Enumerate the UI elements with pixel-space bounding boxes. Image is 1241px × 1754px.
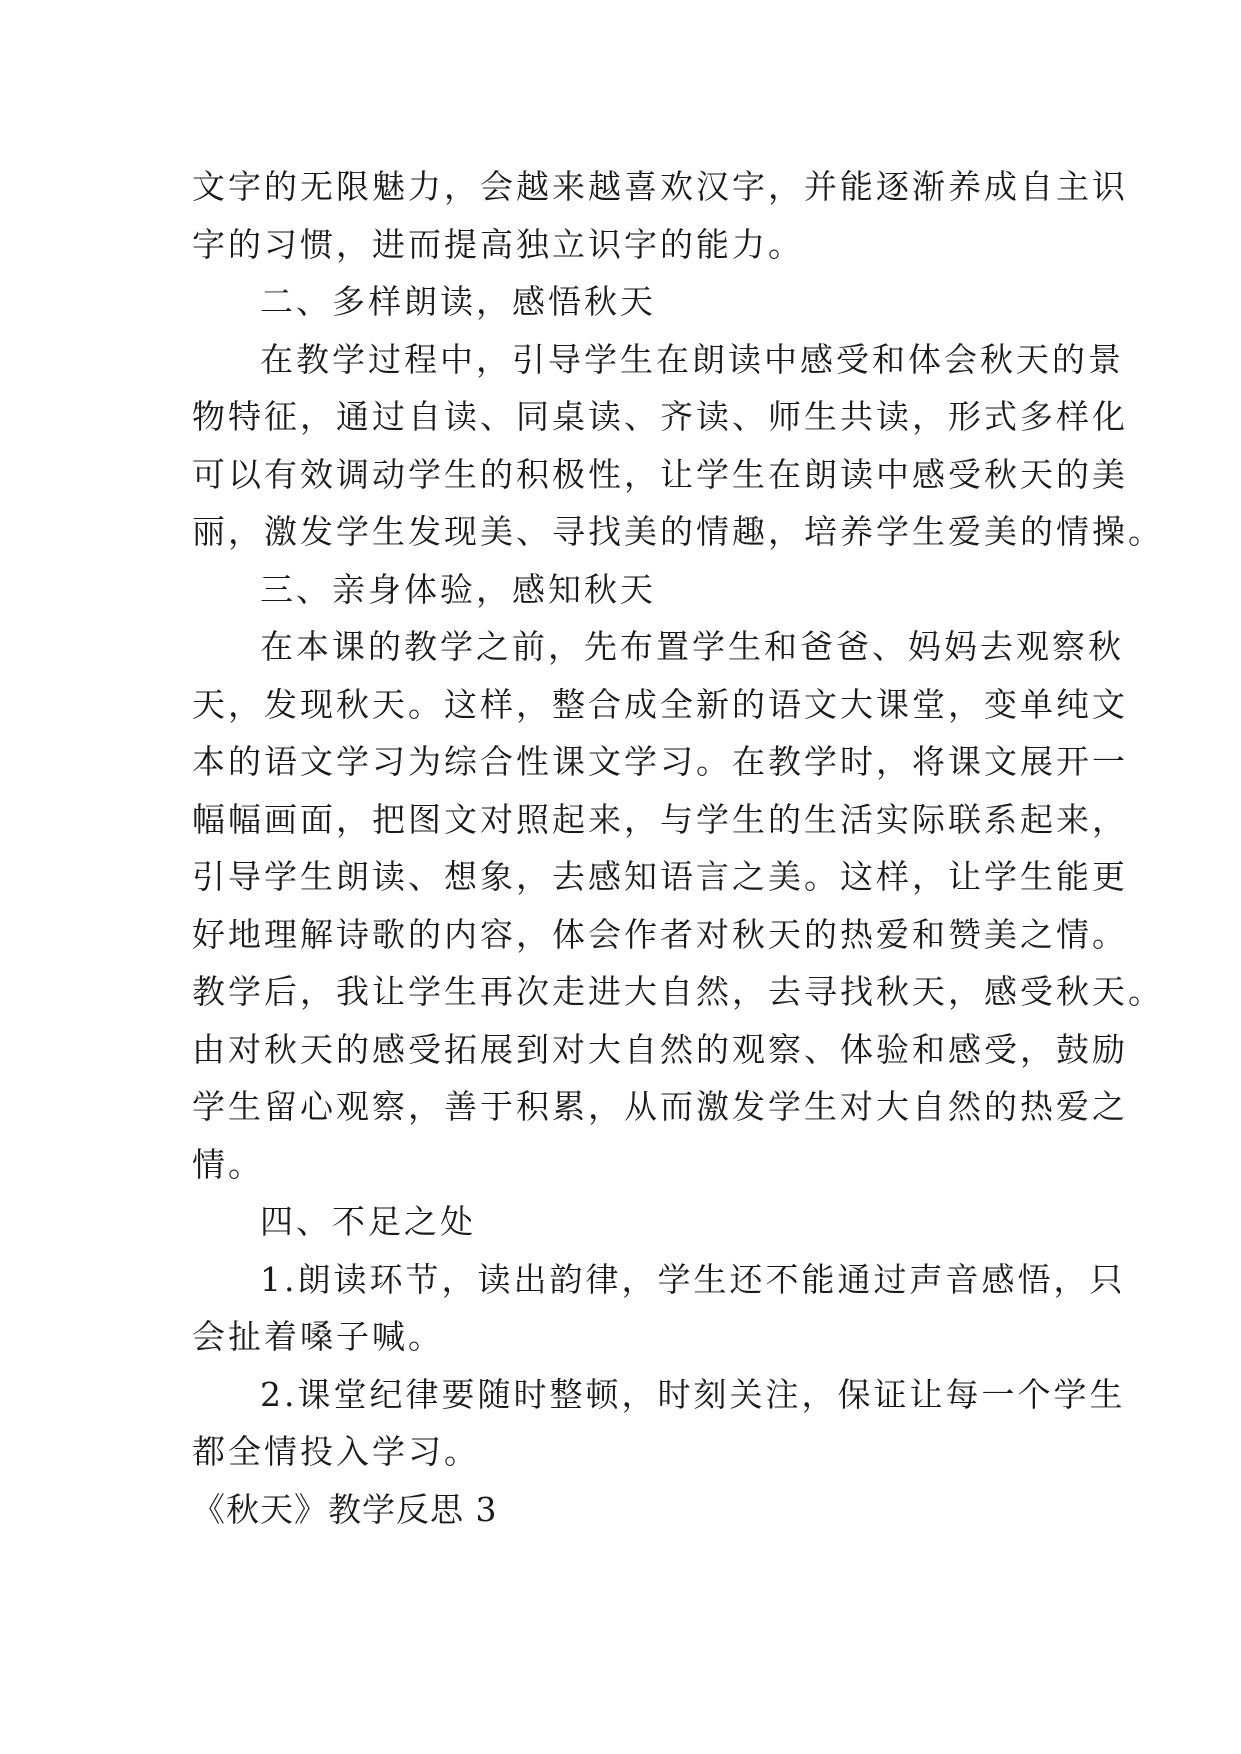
paragraph-line: 由对秋天的感受拓展到对大自然的观察、体验和感受，鼓励 [192, 1029, 1128, 1069]
list-item-1: 1.朗读环节，读出韵律，学生还不能通过声音感悟，只 [260, 1259, 1126, 1299]
paragraph-line: 天，发现秋天。这样，整合成全新的语文大课堂，变单纯文 [192, 684, 1128, 724]
paragraph-line: 学生留心观察，善于积累，从而激发学生对大自然的热爱之 [192, 1087, 1128, 1126]
paragraph-line: 教学后，我让学生再次走进大自然，去寻找秋天，感受秋天。 [192, 972, 1164, 1011]
paragraph-line: 引导学生朗读、想象，去感知语言之美。这样，让学生能更 [192, 857, 1128, 896]
paragraph-line: 丽，激发学生发现美、寻找美的情趣，培养学生爱美的情操。 [192, 512, 1164, 551]
document-body [192, 158, 1164, 1538]
paragraph-line: 可以有效调动学生的积极性，让学生在朗读中感受秋天的美 [192, 454, 1128, 494]
document-title: 《秋天》教学反思 3 [192, 1489, 498, 1529]
section-heading-4: 四、不足之处 [260, 1202, 476, 1241]
paragraph-line: 在教学过程中，引导学生在朗读中感受和体会秋天的景 [260, 339, 1124, 379]
section-heading-2: 二、多样朗读，感悟秋天 [260, 282, 656, 321]
paragraph-line: 字的习惯，进而提高独立识字的能力。 [192, 224, 804, 264]
section-heading-3: 三、亲身体验，感知秋天 [260, 569, 656, 609]
paragraph-line: 幅幅画面，把图文对照起来，与学生的生活实际联系起来， [192, 799, 1128, 839]
paragraph-line: 文字的无限魅力，会越来越喜欢汉字，并能逐渐养成自主识 [192, 167, 1128, 206]
paragraph-line: 会扯着嗓子喊。 [192, 1317, 444, 1356]
paragraph-line: 物特征，通过自读、同桌读、齐读、师生共读，形式多样化 [192, 397, 1128, 436]
paragraph-line: 情。 [192, 1144, 264, 1184]
paragraph-line: 都全情投入学习。 [192, 1432, 480, 1471]
paragraph-line: 好地理解诗歌的内容，体会作者对秋天的热爱和赞美之情。 [192, 914, 1128, 954]
paragraph-line: 在本课的教学之前，先布置学生和爸爸、妈妈去观察秋 [260, 627, 1124, 666]
list-item-2: 2.课堂纪律要随时整顿，时刻关注，保证让每一个学生 [260, 1374, 1126, 1414]
paragraph-line: 本的语文学习为综合性课文学习。在教学时，将课文展开一 [192, 742, 1128, 781]
